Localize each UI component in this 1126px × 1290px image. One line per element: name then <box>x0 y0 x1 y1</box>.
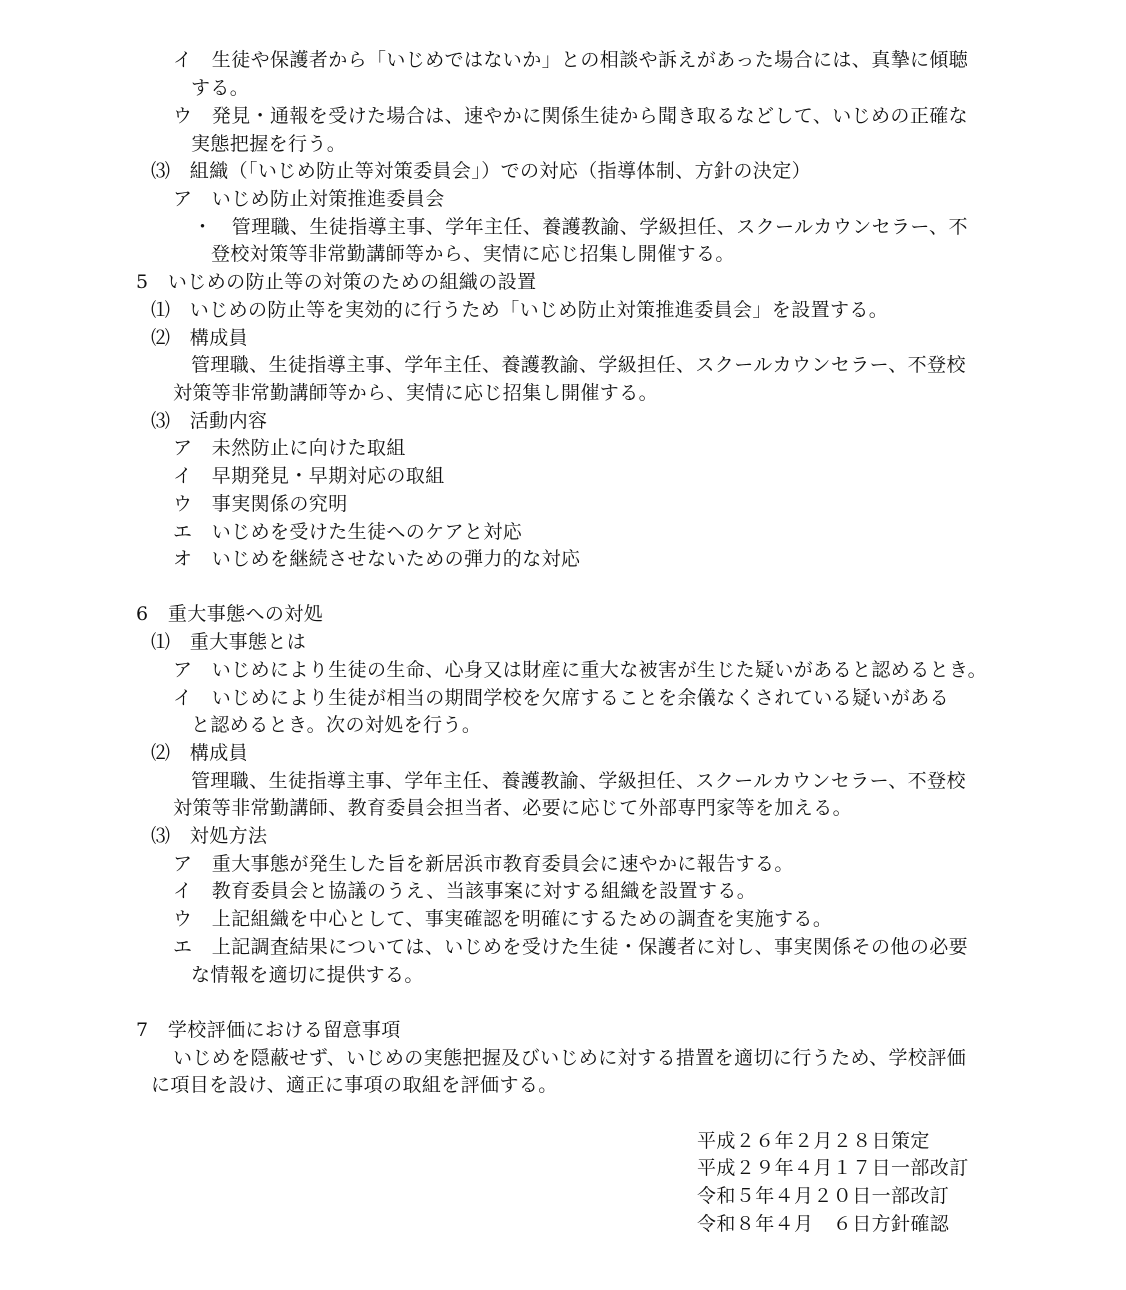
text-line: ア 重大事態が発生した旨を新居浜市教育委員会に速やかに報告する。 <box>173 853 794 875</box>
revision-date: 平成２６年２月２８日策定 <box>697 1130 930 1152</box>
text-line: イ 生徒や保護者から「いじめではないか」との相談や訴えがあった場合には、真摯に傾聴 <box>173 49 969 71</box>
subsection-heading: ⑴ いじめの防止等を実効的に行うため「いじめ防止対策推進委員会」を設置する。 <box>151 299 889 321</box>
text-line: イ いじめにより生徒が相当の期間学校を欠席することを余儀なくされている疑いがある <box>173 687 950 709</box>
subsection-heading: ⑴ 重大事態とは <box>151 631 307 653</box>
text-line: ア いじめにより生徒の生命、心身又は財産に重大な被害が生じた疑いがあると認めるとき。 <box>173 659 988 681</box>
text-line: に項目を設け、適正に事項の取組を評価する。 <box>151 1074 558 1096</box>
subsection-heading: ⑶ 活動内容 <box>151 410 268 432</box>
text-line: 管理職、生徒指導主事、学年主任、養護教諭、学級担任、スクールカウンセラー、不登校 <box>191 354 966 376</box>
text-line: ア いじめ防止対策推進委員会 <box>173 188 445 210</box>
revision-date: 令和８年４月 ６日方針確認 <box>697 1213 950 1235</box>
text-line: ウ 発見・通報を受けた場合は、速やかに関係生徒から聞き取るなどして、いじめの正確な <box>173 105 969 127</box>
text-line: 対策等非常勤講師、教育委員会担当者、必要に応じて外部専門家等を加える。 <box>173 797 853 819</box>
text-line: いじめを隠蔽せず、いじめの実態把握及びいじめに対する措置を適切に行うため、学校評価 <box>173 1047 967 1069</box>
section-heading: 7 学校評価における留意事項 <box>136 1019 401 1041</box>
text-line: 管理職、生徒指導主事、学年主任、養護教諭、学級担任、スクールカウンセラー、不登校 <box>191 770 966 792</box>
text-line: エ 上記調査結果については、いじめを受けた生徒・保護者に対し、事実関係その他の必要 <box>173 936 969 958</box>
revision-date: 平成２９年４月１７日一部改訂 <box>697 1157 969 1179</box>
subsection-heading: ⑶ 組織（「いじめ防止等対策委員会」）での対応（指導体制、方針の決定） <box>151 160 812 182</box>
revision-date: 令和５年４月２０日一部改訂 <box>697 1185 950 1207</box>
text-line: 登校対策等非常勤講師等から、実情に応じ招集し開催する。 <box>211 243 735 265</box>
section-heading: 5 いじめの防止等の対策のための組織の設置 <box>136 271 537 293</box>
text-line: ウ 上記組織を中心として、事実確認を明確にするための調査を実施する。 <box>173 908 833 930</box>
text-line: する。 <box>191 77 250 99</box>
text-line: エ いじめを受けた生徒へのケアと対応 <box>173 521 523 543</box>
text-line: 対策等非常勤講師等から、実情に応じ招集し開催する。 <box>173 382 659 404</box>
bullet-line: ・ 管理職、生徒指導主事、学年主任、養護教諭、学級担任、スクールカウンセラー、不 <box>193 216 968 238</box>
text-line: オ いじめを継続させないための弾力的な対応 <box>173 548 581 570</box>
text-line: ウ 事実関係の究明 <box>173 493 348 515</box>
text-line: イ 早期発見・早期対応の取組 <box>173 465 445 487</box>
subsection-heading: ⑵ 構成員 <box>151 327 249 349</box>
section-heading: 6 重大事態への対処 <box>136 603 324 625</box>
text-line: ア 未然防止に向けた取組 <box>173 437 406 459</box>
text-line: イ 教育委員会と協議のうえ、当該事案に対する組織を設置する。 <box>173 880 757 902</box>
text-line: 実態把握を行う。 <box>191 133 347 155</box>
subsection-heading: ⑶ 対処方法 <box>151 825 268 847</box>
text-line: な情報を適切に提供する。 <box>191 964 424 986</box>
text-line: と認めるとき。次の対処を行う。 <box>191 714 482 736</box>
subsection-heading: ⑵ 構成員 <box>151 742 249 764</box>
